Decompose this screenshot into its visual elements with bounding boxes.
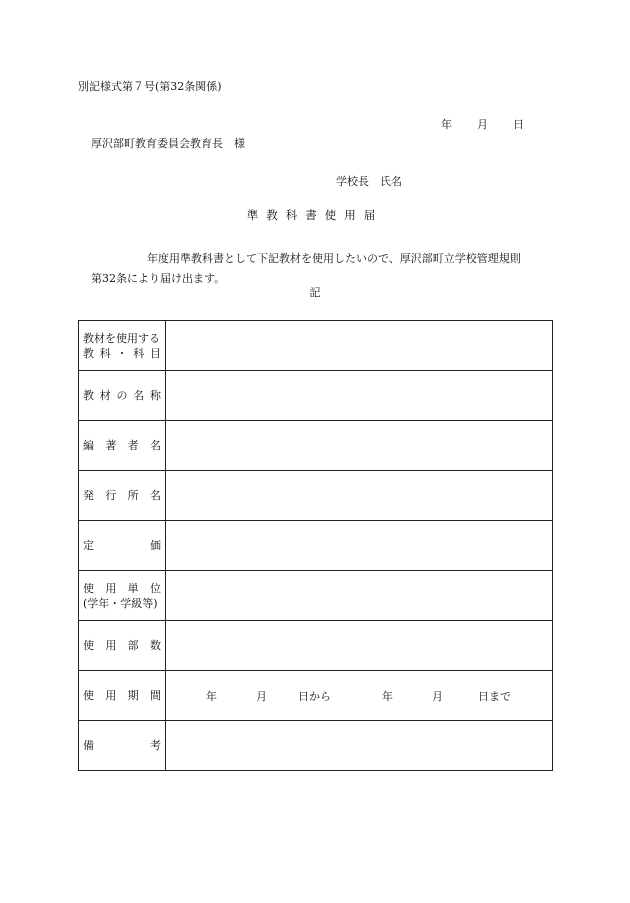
table-row [79, 371, 553, 421]
label-line: 教材を使用する [83, 331, 160, 345]
table-row [79, 571, 553, 621]
label-line: 使 用 単 位 [83, 581, 161, 595]
value-period[interactable] [166, 671, 553, 721]
value-usage-unit[interactable] [166, 571, 553, 621]
period-to: 日まで [478, 689, 511, 703]
label-author [79, 421, 166, 471]
label-line: (学年・学級等) [83, 596, 158, 610]
value-price[interactable] [166, 521, 553, 571]
value-material-name[interactable] [166, 371, 553, 421]
label-period [79, 671, 166, 721]
body-line-1: 年度用準教科書として下記教材を使用したいので、厚沢部町立学校管理規則 [147, 252, 521, 265]
table-row [79, 721, 553, 771]
table-row [79, 621, 553, 671]
period-year-1: 年 [206, 689, 217, 703]
label-line: 教 科 ・ 科 目 [83, 346, 161, 360]
label-publisher [79, 471, 166, 521]
addressee: 厚沢部町教育委員会教育長 様 [91, 137, 245, 150]
principal-name-line: 学校長 氏名 [336, 175, 402, 188]
label-material-name [79, 371, 166, 421]
value-remarks[interactable] [166, 721, 553, 771]
value-copies[interactable] [166, 621, 553, 671]
label-remarks [79, 721, 166, 771]
table-row [79, 521, 553, 571]
period-from: 日から [298, 689, 331, 703]
label-text: 定 価 [83, 539, 161, 552]
label-subject [79, 321, 166, 371]
ki-heading: 記 [309, 286, 321, 299]
period-fields [166, 688, 552, 704]
period-month-1: 月 [256, 689, 267, 703]
table-row [79, 671, 553, 721]
label-copies [79, 621, 166, 671]
body-line-2: 第32条により届け出ます。 [91, 272, 226, 285]
date-month: 月 [477, 118, 488, 131]
value-author[interactable] [166, 421, 553, 471]
label-text: 使 用 期 間 [83, 689, 161, 702]
form-number: 別記様式第７号(第32条関係) [78, 80, 222, 93]
date-year: 年 [441, 118, 452, 131]
body-text [91, 249, 561, 289]
value-publisher[interactable] [166, 471, 553, 521]
label-usage-unit [79, 571, 166, 621]
form-table [78, 320, 553, 771]
label-price [79, 521, 166, 571]
period-year-2: 年 [382, 689, 393, 703]
table-row [79, 321, 553, 371]
date-line [441, 119, 524, 130]
label-text: 備 考 [83, 739, 161, 752]
label-text: 発 行 所 名 [83, 489, 161, 502]
value-subject[interactable] [166, 321, 553, 371]
date-day: 日 [513, 118, 524, 131]
document-title: 準教科書使用届 [246, 208, 384, 222]
table-row [79, 421, 553, 471]
label-text: 編 著 者 名 [83, 439, 161, 452]
period-month-2: 月 [432, 689, 443, 703]
label-text: 使 用 部 数 [83, 639, 161, 652]
label-text: 教 材 の 名 称 [83, 389, 161, 402]
table-row [79, 471, 553, 521]
